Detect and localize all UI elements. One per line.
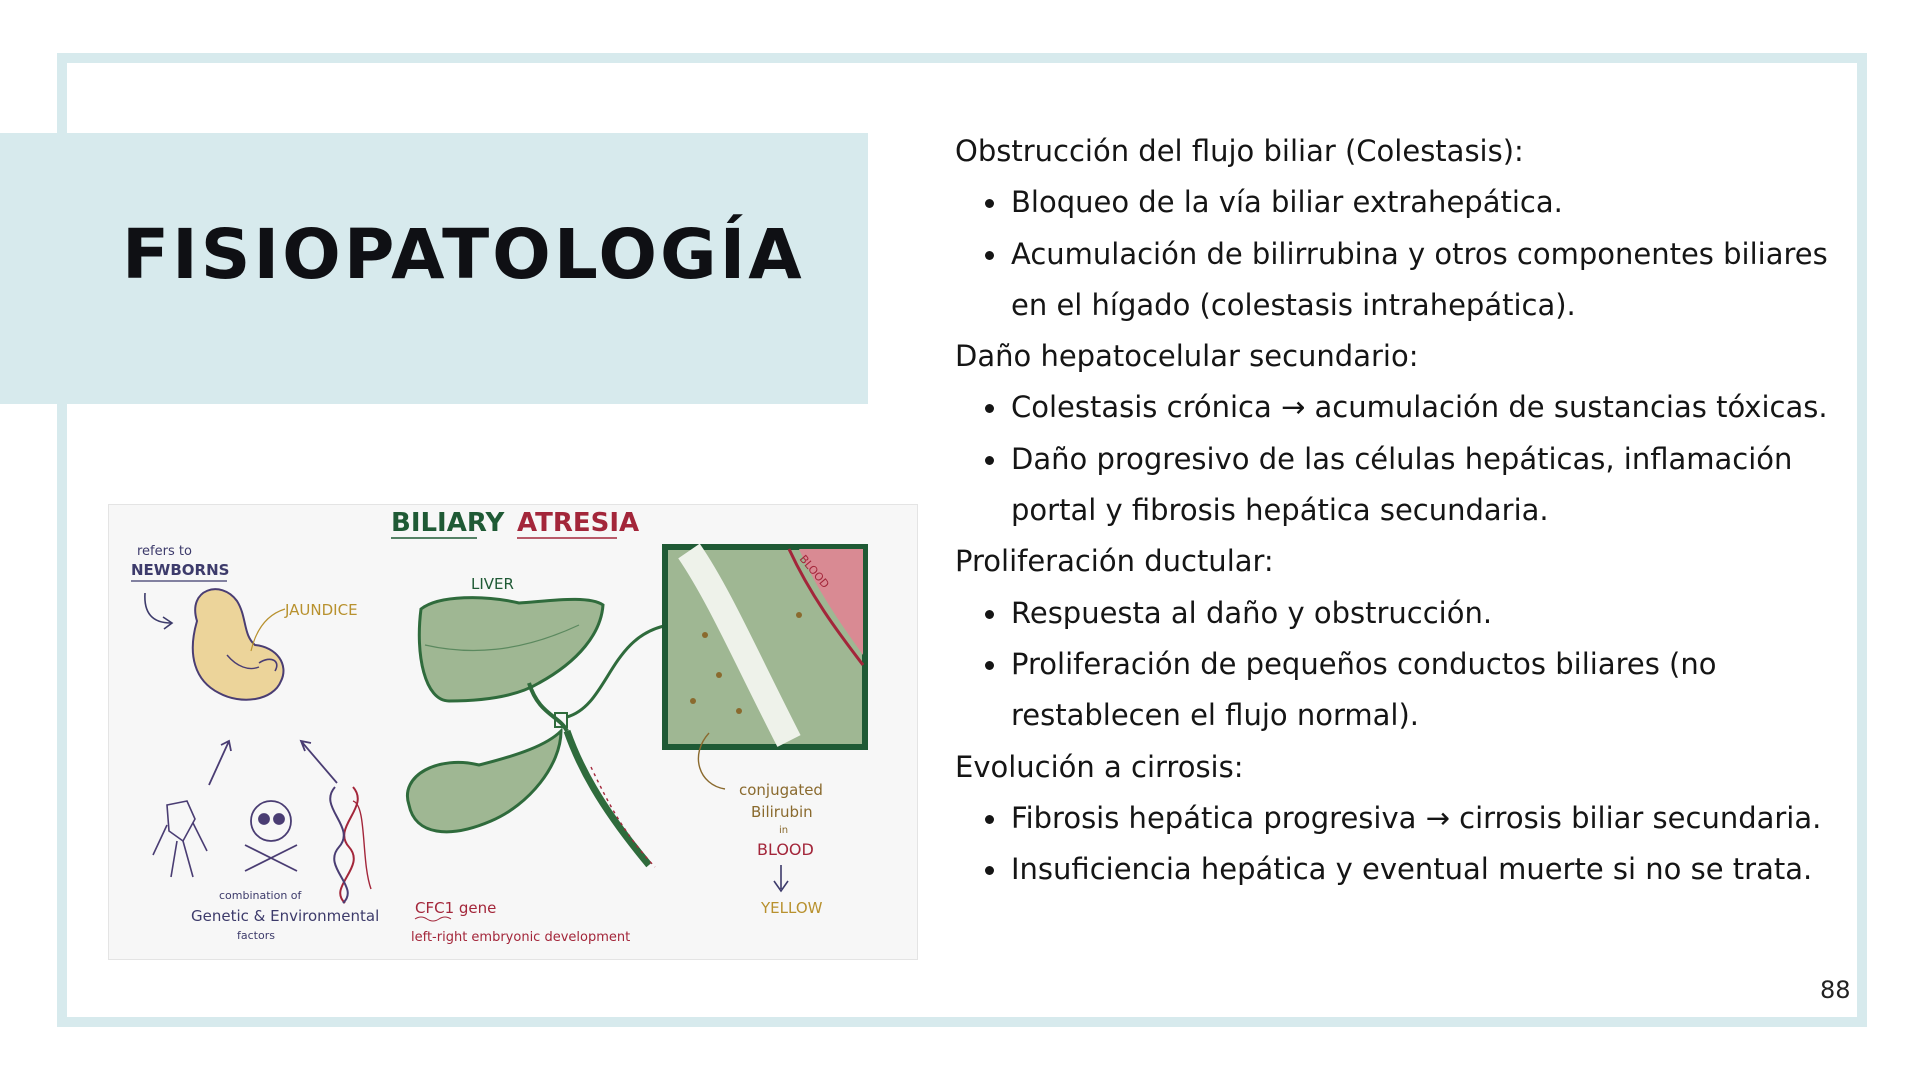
bullet-item: Bloqueo de la vía biliar extrahepática.	[955, 177, 1835, 228]
human-figure-icon	[153, 801, 207, 877]
conjugated-label: conjugated	[739, 781, 823, 799]
cfc1-underline	[415, 917, 451, 921]
figure-title-biliary: BILIARY	[391, 508, 505, 538]
combination-label: combination of	[219, 889, 302, 902]
bullet-item: Fibrosis hepática progresiva → cirrosis biliar secundaria.	[955, 793, 1835, 844]
up-arrow-left	[209, 741, 231, 785]
bullet-list-colestasis	[955, 177, 1835, 331]
bullet-item: Proliferación de pequeños conductos biliares (no restablecen el flujo normal).	[955, 639, 1835, 742]
bullet-item: Acumulación de bilirrubina y otros componentes biliares en el hígado (colestasis intrahepática).	[955, 229, 1835, 332]
bullet-list-proliferacion	[955, 588, 1835, 742]
baby-figure	[193, 589, 284, 700]
slide-title: FISIOPATOLOGÍA	[122, 215, 805, 295]
in-label: in	[779, 825, 789, 836]
bullet-item: Daño progresivo de las células hepáticas, inflamación portal y fibrosis hepática secundaria.	[955, 434, 1835, 537]
cfc1-gene-label: CFC1 gene	[415, 899, 497, 917]
bullet-item: Respuesta al daño y obstrucción.	[955, 588, 1835, 639]
bullet-item: Colestasis crónica → acumulación de sustancias tóxicas.	[955, 382, 1835, 433]
zoom-inset	[665, 547, 865, 747]
section-heading-cirrosis: Evolución a cirrosis:	[955, 749, 1244, 784]
liver-organ	[419, 598, 603, 701]
skull-crossbones-icon	[245, 801, 297, 871]
genetic-environmental-label: Genetic & Environmental	[191, 907, 380, 925]
content-text	[955, 126, 1835, 895]
bullet-list-cirrosis	[955, 793, 1835, 896]
jaundice-label: JAUNDICE	[285, 601, 358, 619]
newborns-arrow	[145, 593, 171, 623]
liver-label: LIVER	[471, 575, 514, 593]
figure-title-atresia: ATRESIA	[517, 508, 640, 538]
up-arrow-right	[301, 741, 337, 783]
gallbladder-ducts	[407, 683, 655, 867]
dna-icon	[330, 787, 358, 903]
down-arrow-icon	[774, 865, 788, 891]
bullet-list-dano-hepatocelular	[955, 382, 1835, 536]
yellow-label: YELLOW	[761, 899, 823, 917]
section-heading-colestasis: Obstrucción del flujo biliar (Colestasis):	[955, 134, 1524, 168]
blood-label: BLOOD	[757, 840, 814, 859]
newborns-label: NEWBORNS	[131, 561, 230, 579]
bilirubin-label: Bilirubin	[751, 803, 813, 821]
factors-label: factors	[237, 929, 275, 942]
biliary-atresia-illustration	[108, 504, 918, 960]
page-number: 88	[1820, 976, 1851, 1004]
refers-to-label: refers to	[137, 544, 192, 559]
bullet-item: Insuficiencia hepática y eventual muerte si no se trata.	[955, 844, 1835, 895]
cfc1-pointer	[353, 801, 371, 889]
section-heading-dano-hepatocelular: Daño hepatocelular secundario:	[955, 339, 1419, 374]
left-right-label: left-right embryonic development	[411, 930, 631, 945]
blood-tag-label: BLOOD	[796, 552, 832, 591]
illustration-svg	[109, 505, 918, 960]
section-heading-proliferacion: Proliferación ductular:	[955, 544, 1274, 579]
